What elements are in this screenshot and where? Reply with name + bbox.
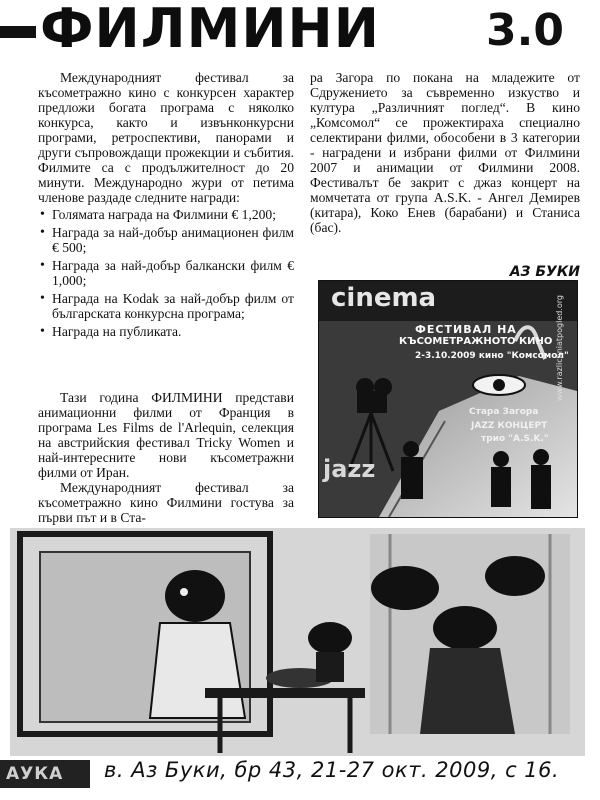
article-intro: Международният фестивал за късометражно кино с конкурсен характер предложи богата програма с няколко конкурса, както и извънконкурсни програми, ретроспективи, панорами и други съпровождащи прожекции и събития. Филмите са с продължителност до 20 минути. Международно жури от петима членове раздаде следните награди:	[38, 70, 294, 205]
poster-trio: трио "A.S.K."	[481, 434, 549, 444]
bullet-icon: •	[40, 225, 45, 240]
article-column-left	[38, 70, 294, 342]
article-paragraph: Международният фестивал за късометражно кино Филмини гостува за първи път и в Ста-	[38, 480, 294, 525]
illustration-artwork	[10, 528, 585, 756]
poster-short-film: КЪСОМЕТРАЖНОТО КИНО	[399, 336, 553, 347]
awards-list	[38, 207, 294, 339]
award-item: • Награда на Kodak за най-добър филм от българската конкурсна програма;	[40, 291, 294, 321]
award-item: • Награда на публиката.	[40, 324, 182, 339]
award-item: • Награда за най-добър балкански филм € 1,000;	[40, 258, 294, 288]
award-item: • Голямата награда на Филмини € 1,200;	[40, 207, 276, 222]
article-column-right	[310, 70, 580, 235]
award-item: • Награда за най-добър анимационен филм € 500;	[40, 225, 294, 255]
headline-rule	[0, 26, 36, 38]
poster-cinema-logo: cinema	[331, 283, 437, 313]
poster-festival-title: ФЕСТИВАЛ НА	[415, 323, 517, 336]
bullet-icon: •	[40, 291, 45, 306]
festival-poster	[318, 280, 578, 518]
animation-still-illustration	[10, 528, 585, 756]
section-label: АУКА	[0, 760, 90, 788]
poster-jazz-word: jazz	[323, 455, 376, 483]
bullet-icon: •	[40, 258, 45, 273]
headline-title: ФИЛМИНИ	[40, 0, 380, 60]
poster-url: www.razlichniatpogled.org	[555, 295, 564, 402]
bullet-icon: •	[40, 324, 45, 339]
article-column-left-continued	[38, 390, 294, 525]
byline: АЗ БУКИ	[509, 264, 580, 280]
headline	[0, 0, 600, 66]
headline-version: 3.0	[486, 5, 564, 56]
poster-jazz-concert: JAZZ КОНЦЕРТ	[471, 421, 548, 431]
article-paragraph: Тази година ФИЛМИНИ представи анимационни филми от Франция в програма Les Films de l'Arlequin, селекция на австрийския фестивал Tricky Women и най-интересните нови късометражни филми от Иран.	[38, 390, 294, 480]
poster-dates: 2-3.10.2009 кино "Комсомол"	[415, 351, 569, 361]
handwritten-citation: в. Аз Буки, бр 43, 21-27 окт. 2009, с 16.	[104, 758, 560, 782]
bullet-icon: •	[40, 207, 45, 222]
poster-city: Стара Загора	[469, 407, 539, 417]
article-paragraph: ра Загора по покана на младежите от Сдружението за съвременно изкуство и култура „Различният поглед“. В кино „Комсомол“ се прожектираха специално селектирани филми, обособени в 3 категории - наградени и избрани филми от Филмини 2007 и анимации от Филмини 2008. Фестивалът бе закрит с джаз концерт на момчетата от група A.S.K. - Ангел Демирев (китара), Коко Енев (барабани) и Станиса (бас).	[310, 70, 580, 235]
